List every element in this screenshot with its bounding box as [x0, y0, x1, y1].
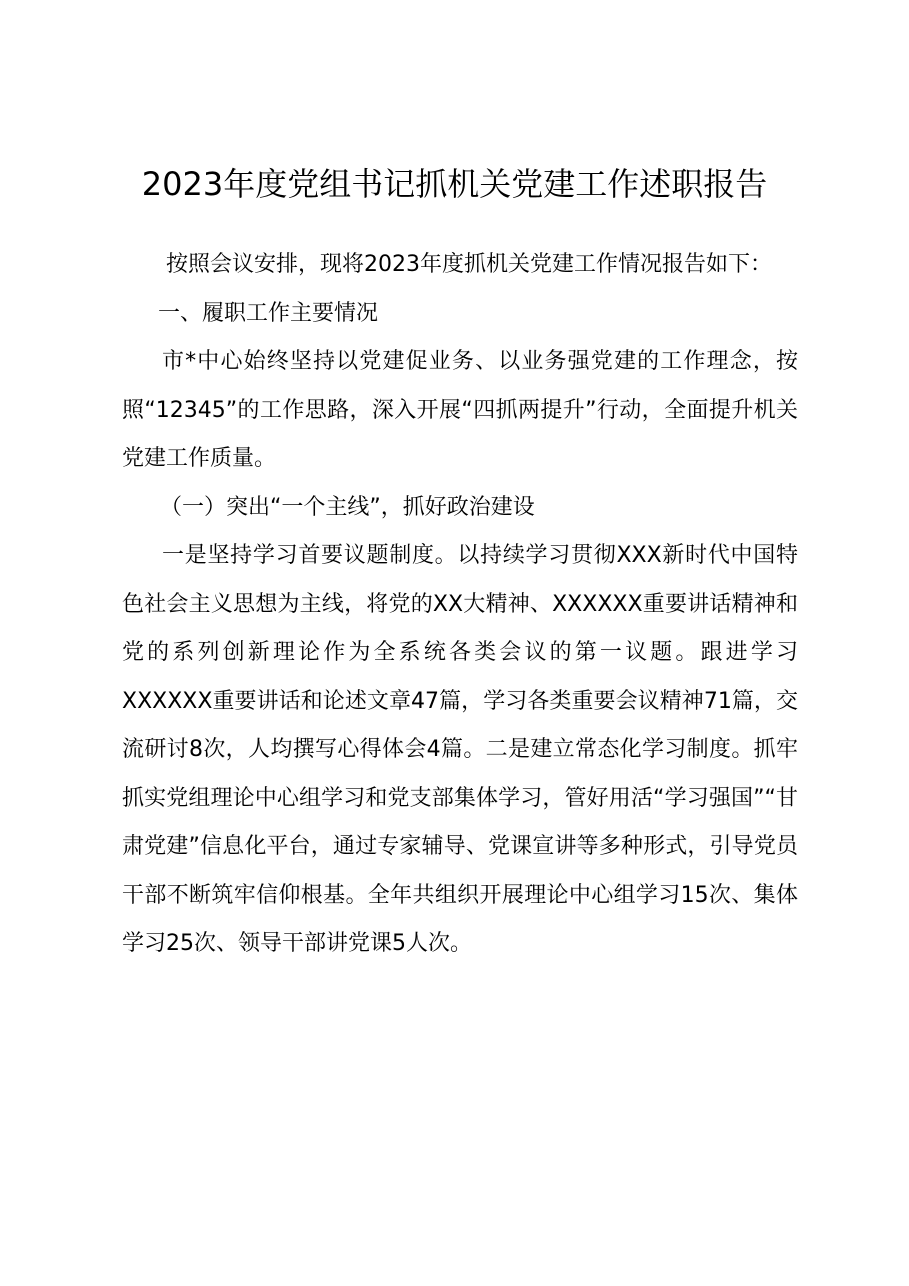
subsection-paragraph: 一是坚持学习首要议题制度。以持续学习贯彻XXX新时代中国特色社会主义思想为主线，将党的XX大精神、XXXXXX重要讲话精神和党的系列创新理论作为全系统各类会议的第一议题。跟进学习XXXXXX重要讲话和论述文章47篇，学习各类重要会议精神71篇，交流研讨8次，人均撰写心得体会4篇。二是建立常态化学习制度。抓牢抓实党组理论中心组学习和党支部集体学习，管好用活“学习强国”“甘肃党建”信息化平台，通过专家辅导、党课宣讲等多种形式，引导党员干部不断筑牢信仰根基。全年共组织开展理论中心组学习15次、集体学习25次、领导干部讲党课5人次。 — [122, 543, 798, 956]
intro-paragraph: 按照会议安排，现将2023年度抓机关党建工作情况报告如下： — [166, 252, 772, 277]
document-body — [122, 241, 798, 969]
subsection-heading: （一）突出“一个主线”，抓好政治建设 — [160, 494, 535, 520]
document-title: 2023年度党组书记抓机关党建工作述职报告 — [141, 165, 768, 203]
section-heading: 一、履职工作主要情况 — [158, 300, 379, 326]
section-paragraph: 市*中心始终坚持以党建促业务、以业务强党建的工作理念，按照“12345”的工作思路，深入开展“四抓两提升”行动，全面提升机关党建工作质量。 — [122, 349, 798, 471]
